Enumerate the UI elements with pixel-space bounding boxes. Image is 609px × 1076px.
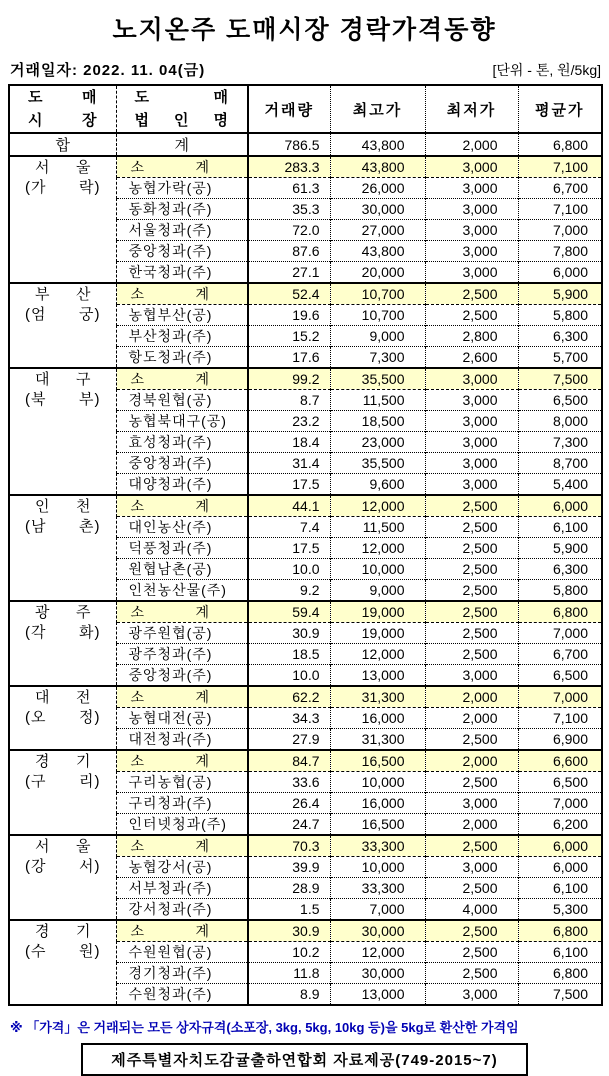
- cell-low: 3,000: [425, 262, 518, 284]
- cell-avg: 6,100: [518, 942, 602, 963]
- subtotal-char: 계: [195, 498, 209, 514]
- market-cell: [9, 750, 116, 835]
- cell-volume: 26.4: [248, 793, 330, 814]
- cell-volume: 17.5: [248, 538, 330, 559]
- cell-avg: 7,000: [518, 623, 602, 644]
- cell-corp: [116, 283, 248, 305]
- cell-low: 3,000: [425, 411, 518, 432]
- cell-volume: 283.3: [248, 156, 330, 178]
- cell-low: 3,000: [425, 793, 518, 814]
- cell-high: 7,000: [330, 899, 425, 921]
- cell-avg: 7,500: [518, 984, 602, 1006]
- cell-volume: 786.5: [248, 133, 330, 156]
- cell-low: 3,000: [425, 390, 518, 411]
- cell-corp: 중앙청과(주): [116, 453, 248, 474]
- market-name-line1: 광 주: [35, 604, 91, 621]
- cell-low: 3,000: [425, 453, 518, 474]
- header-volume: 거래량: [248, 85, 330, 133]
- market-cell: [9, 601, 116, 686]
- cell-corp: 농협대전(공): [116, 708, 248, 729]
- cell-low: 2,500: [425, 538, 518, 559]
- cell-avg: 6,000: [518, 857, 602, 878]
- market-name-line2: (각 화): [25, 624, 101, 641]
- cell-high: 33,300: [330, 835, 425, 857]
- cell-volume: 31.4: [248, 453, 330, 474]
- cell-volume: 11.8: [248, 963, 330, 984]
- cell-volume: 18.5: [248, 644, 330, 665]
- cell-volume: 44.1: [248, 495, 330, 517]
- header-market-line2: 시 장: [28, 112, 98, 129]
- market-name-line1: 경 기: [35, 923, 91, 940]
- cell-corp: 부산청과(주): [116, 326, 248, 347]
- cell-corp: 구리청과(주): [116, 793, 248, 814]
- cell-high: 19,000: [330, 623, 425, 644]
- cell-volume: 34.3: [248, 708, 330, 729]
- subtotal-char: 계: [195, 159, 209, 175]
- total-row: [9, 133, 602, 156]
- cell-avg: 7,300: [518, 432, 602, 453]
- cell-high: 16,500: [330, 814, 425, 836]
- cell-avg: 8,700: [518, 453, 602, 474]
- market-name-line2: (북 부): [25, 391, 101, 408]
- cell-low: 3,000: [425, 665, 518, 687]
- market-cell: [9, 283, 116, 368]
- cell-avg: 7,100: [518, 708, 602, 729]
- cell-corp: 효성청과(주): [116, 432, 248, 453]
- cell-avg: 5,800: [518, 580, 602, 602]
- cell-high: 12,000: [330, 644, 425, 665]
- cell-volume: 17.6: [248, 347, 330, 369]
- subtotal-char: 소: [130, 159, 145, 175]
- cell-volume: 1.5: [248, 899, 330, 921]
- cell-high: 23,000: [330, 432, 425, 453]
- market-name-line1: 부 산: [35, 286, 91, 303]
- cell-volume: 28.9: [248, 878, 330, 899]
- cell-low: 3,000: [425, 220, 518, 241]
- cell-high: 30,000: [330, 963, 425, 984]
- cell-volume: 9.2: [248, 580, 330, 602]
- cell-corp: 농협강서(공): [116, 857, 248, 878]
- cell-high: 11,500: [330, 517, 425, 538]
- cell-high: 12,000: [330, 538, 425, 559]
- market-name-line1: 서 울: [35, 159, 91, 176]
- cell-avg: 6,600: [518, 750, 602, 772]
- cell-high: 9,600: [330, 474, 425, 496]
- cell-volume: 70.3: [248, 835, 330, 857]
- cell-low: 2,500: [425, 920, 518, 942]
- cell-avg: 6,900: [518, 729, 602, 751]
- header-avg: 평균가: [518, 85, 602, 133]
- cell-corp: 덕풍청과(주): [116, 538, 248, 559]
- cell-low: 2,500: [425, 559, 518, 580]
- cell-corp: [116, 601, 248, 623]
- header-row: [9, 85, 602, 133]
- subtotal-row: [9, 835, 602, 857]
- cell-corp: 구리농협(공): [116, 772, 248, 793]
- cell-corp: 원협남촌(공): [116, 559, 248, 580]
- cell-avg: 6,500: [518, 772, 602, 793]
- cell-volume: 19.6: [248, 305, 330, 326]
- cell-low: 2,800: [425, 326, 518, 347]
- cell-avg: 7,000: [518, 793, 602, 814]
- cell-low: 2,500: [425, 623, 518, 644]
- cell-volume: 10.2: [248, 942, 330, 963]
- subtotal-row: [9, 601, 602, 623]
- cell-high: 43,800: [330, 133, 425, 156]
- cell-corp: [116, 156, 248, 178]
- subtotal-row: [9, 686, 602, 708]
- cell-low: 3,000: [425, 984, 518, 1006]
- cell-low: 3,000: [425, 368, 518, 390]
- cell-low: 2,000: [425, 133, 518, 156]
- cell-avg: 6,800: [518, 601, 602, 623]
- footnote: ※ 「가격」은 거래되는 모든 상자규격(소포장, 3kg, 5kg, 10kg 등)을 5kg로 환산한 가격임: [10, 1020, 519, 1035]
- cell-high: 33,300: [330, 878, 425, 899]
- cell-volume: 39.9: [248, 857, 330, 878]
- trade-date-label: 거래일자: 2022. 11. 04(금): [10, 62, 206, 79]
- cell-low: 3,000: [425, 857, 518, 878]
- cell-low: 3,000: [425, 474, 518, 496]
- cell-avg: 7,000: [518, 220, 602, 241]
- cell-low: 2,500: [425, 517, 518, 538]
- market-name-line2: (가 락): [25, 179, 101, 196]
- cell-avg: 5,400: [518, 474, 602, 496]
- cell-high: 18,500: [330, 411, 425, 432]
- cell-volume: 15.2: [248, 326, 330, 347]
- cell-corp: 계: [116, 133, 248, 156]
- market-name-line2: (구 리): [25, 773, 101, 790]
- cell-high: 9,000: [330, 326, 425, 347]
- meta-row: [10, 59, 601, 80]
- cell-volume: 87.6: [248, 241, 330, 262]
- market-name-line2: (남 촌): [25, 518, 101, 535]
- cell-high: 10,000: [330, 559, 425, 580]
- cell-corp: 농협부산(공): [116, 305, 248, 326]
- cell-volume: 84.7: [248, 750, 330, 772]
- cell-volume: 8.7: [248, 390, 330, 411]
- cell-volume: 52.4: [248, 283, 330, 305]
- subtotal-row: [9, 283, 602, 305]
- cell-low: 2,500: [425, 601, 518, 623]
- cell-corp: 수원청과(주): [116, 984, 248, 1006]
- cell-volume: 27.9: [248, 729, 330, 751]
- market-name-line1: 서 울: [35, 838, 91, 855]
- market-cell: [9, 495, 116, 601]
- cell-corp: [116, 750, 248, 772]
- cell-low: 3,000: [425, 156, 518, 178]
- cell-low: 2,500: [425, 283, 518, 305]
- cell-avg: 6,700: [518, 644, 602, 665]
- market-name-line1: 경 기: [35, 753, 91, 770]
- cell-volume: 7.4: [248, 517, 330, 538]
- cell-corp: [116, 368, 248, 390]
- cell-low: 2,000: [425, 814, 518, 836]
- cell-high: 16,000: [330, 708, 425, 729]
- cell-volume: 30.9: [248, 920, 330, 942]
- subtotal-char: 계: [195, 838, 209, 854]
- price-table: [8, 84, 603, 1006]
- cell-corp: 강서청과(주): [116, 899, 248, 921]
- cell-volume: 24.7: [248, 814, 330, 836]
- cell-high: 43,800: [330, 241, 425, 262]
- cell-high: 10,700: [330, 283, 425, 305]
- subtotal-char: 소: [130, 923, 145, 939]
- subtotal-char: 계: [195, 753, 209, 769]
- cell-corp: 중앙청과(주): [116, 241, 248, 262]
- subtotal-char: 계: [195, 923, 209, 939]
- cell-volume: 23.2: [248, 411, 330, 432]
- cell-high: 16,000: [330, 793, 425, 814]
- cell-avg: 6,000: [518, 495, 602, 517]
- cell-high: 12,000: [330, 495, 425, 517]
- cell-volume: 99.2: [248, 368, 330, 390]
- cell-corp: 농협가락(공): [116, 178, 248, 199]
- cell-avg: 5,800: [518, 305, 602, 326]
- cell-corp: 서부청과(주): [116, 878, 248, 899]
- cell-volume: 35.3: [248, 199, 330, 220]
- cell-low: 2,500: [425, 772, 518, 793]
- cell-high: 35,500: [330, 453, 425, 474]
- cell-high: 31,300: [330, 729, 425, 751]
- cell-corp: 동화청과(주): [116, 199, 248, 220]
- cell-low: 2,500: [425, 580, 518, 602]
- cell-volume: 72.0: [248, 220, 330, 241]
- cell-avg: 6,000: [518, 835, 602, 857]
- cell-low: 4,000: [425, 899, 518, 921]
- subtotal-char: 소: [130, 286, 145, 302]
- cell-high: 13,000: [330, 665, 425, 687]
- market-cell: [9, 920, 116, 1005]
- header-corp: [116, 85, 248, 133]
- cell-volume: 10.0: [248, 559, 330, 580]
- cell-avg: 6,200: [518, 814, 602, 836]
- cell-corp: 광주청과(주): [116, 644, 248, 665]
- cell-high: 26,000: [330, 178, 425, 199]
- cell-avg: 6,100: [518, 517, 602, 538]
- cell-volume: 30.9: [248, 623, 330, 644]
- cell-corp: 인터넷청과(주): [116, 814, 248, 836]
- header-high: 최고가: [330, 85, 425, 133]
- subtotal-row: [9, 156, 602, 178]
- cell-high: 30,000: [330, 920, 425, 942]
- cell-low: 2,600: [425, 347, 518, 369]
- cell-corp: [116, 835, 248, 857]
- cell-high: 11,500: [330, 390, 425, 411]
- cell-low: 2,000: [425, 686, 518, 708]
- page-title: 노지온주 도매시장 경락가격동향: [112, 16, 497, 44]
- source-wrap: [8, 1043, 601, 1076]
- cell-corp: 수원원협(공): [116, 942, 248, 963]
- cell-volume: 8.9: [248, 984, 330, 1006]
- cell-corp: 한국청과(주): [116, 262, 248, 284]
- cell-volume: 59.4: [248, 601, 330, 623]
- price-table-body: [9, 133, 602, 1005]
- market-name-line2: (수 원): [25, 943, 101, 960]
- cell-low: 2,500: [425, 495, 518, 517]
- cell-avg: 5,900: [518, 283, 602, 305]
- market-cell: [9, 156, 116, 283]
- cell-high: 30,000: [330, 199, 425, 220]
- cell-avg: 6,500: [518, 665, 602, 687]
- header-low: 최저가: [425, 85, 518, 133]
- cell-volume: 33.6: [248, 772, 330, 793]
- cell-high: 19,000: [330, 601, 425, 623]
- market-name-line1: 대 전: [35, 689, 91, 706]
- cell-low: 2,500: [425, 963, 518, 984]
- subtotal-char: 계: [195, 604, 209, 620]
- cell-volume: 61.3: [248, 178, 330, 199]
- cell-low: 3,000: [425, 432, 518, 453]
- cell-low: 2,500: [425, 644, 518, 665]
- cell-avg: 7,100: [518, 156, 602, 178]
- cell-volume: 27.1: [248, 262, 330, 284]
- cell-high: 35,500: [330, 368, 425, 390]
- subtotal-row: [9, 920, 602, 942]
- cell-avg: 6,700: [518, 178, 602, 199]
- cell-avg: 6,300: [518, 326, 602, 347]
- cell-low: 2,500: [425, 729, 518, 751]
- cell-corp: 경북원협(공): [116, 390, 248, 411]
- cell-high: 9,000: [330, 580, 425, 602]
- subtotal-row: [9, 750, 602, 772]
- cell-avg: 6,800: [518, 963, 602, 984]
- cell-low: 2,500: [425, 305, 518, 326]
- cell-avg: 6,500: [518, 390, 602, 411]
- subtotal-char: 계: [195, 286, 209, 302]
- subtotal-char: 소: [130, 371, 145, 387]
- subtotal-char: 계: [195, 371, 209, 387]
- cell-avg: 7,100: [518, 199, 602, 220]
- cell-avg: 6,000: [518, 262, 602, 284]
- cell-high: 13,000: [330, 984, 425, 1006]
- cell-avg: 5,300: [518, 899, 602, 921]
- cell-avg: 6,300: [518, 559, 602, 580]
- cell-corp: 대전청과(주): [116, 729, 248, 751]
- cell-low: 2,000: [425, 708, 518, 729]
- header-corp-line1: 도 매: [134, 89, 229, 106]
- cell-avg: 5,900: [518, 538, 602, 559]
- subtotal-char: 계: [195, 689, 209, 705]
- cell-high: 7,300: [330, 347, 425, 369]
- cell-low: 3,000: [425, 241, 518, 262]
- cell-corp: 농협북대구(공): [116, 411, 248, 432]
- subtotal-char: 소: [130, 604, 145, 620]
- cell-low: 2,000: [425, 750, 518, 772]
- cell-volume: 17.5: [248, 474, 330, 496]
- market-name-line2: (강 서): [25, 858, 101, 875]
- cell-high: 31,300: [330, 686, 425, 708]
- cell-corp: 대인농산(주): [116, 517, 248, 538]
- market-name-line2: (엄 궁): [25, 306, 101, 323]
- cell-high: 12,000: [330, 942, 425, 963]
- cell-volume: 62.2: [248, 686, 330, 708]
- cell-corp: [116, 920, 248, 942]
- cell-volume: 10.0: [248, 665, 330, 687]
- cell-high: 16,500: [330, 750, 425, 772]
- unit-label: [단위 - 톤, 원/5kg]: [492, 62, 601, 78]
- header-market: [9, 85, 116, 133]
- cell-corp: [116, 686, 248, 708]
- cell-corp: 인천농산물(주): [116, 580, 248, 602]
- cell-low: 2,500: [425, 878, 518, 899]
- cell-low: 3,000: [425, 178, 518, 199]
- cell-high: 43,800: [330, 156, 425, 178]
- cell-avg: 6,800: [518, 920, 602, 942]
- header-market-line1: 도 매: [28, 89, 98, 106]
- subtotal-char: 소: [130, 498, 145, 514]
- subtotal-row: [9, 368, 602, 390]
- market-cell: [9, 368, 116, 495]
- subtotal-char: 소: [130, 753, 145, 769]
- cell-avg: 8,000: [518, 411, 602, 432]
- cell-market: 합: [9, 133, 116, 156]
- cell-high: 10,700: [330, 305, 425, 326]
- market-name-line1: 대 구: [35, 371, 91, 388]
- cell-corp: 광주원협(공): [116, 623, 248, 644]
- cell-volume: 18.4: [248, 432, 330, 453]
- cell-avg: 5,700: [518, 347, 602, 369]
- cell-corp: 중앙청과(주): [116, 665, 248, 687]
- market-name-line2: (오 정): [25, 709, 101, 726]
- cell-low: 2,500: [425, 942, 518, 963]
- cell-low: 2,500: [425, 835, 518, 857]
- cell-avg: 7,800: [518, 241, 602, 262]
- cell-high: 27,000: [330, 220, 425, 241]
- source-box: 제주특별자치도감귤출하연합회 자료제공(749-2015~7): [81, 1043, 527, 1076]
- cell-corp: 서울청과(주): [116, 220, 248, 241]
- cell-corp: 경기청과(주): [116, 963, 248, 984]
- header-corp-line2: 법 인 명: [134, 112, 229, 129]
- market-cell: [9, 686, 116, 750]
- subtotal-char: 소: [130, 838, 145, 854]
- cell-high: 10,000: [330, 857, 425, 878]
- market-cell: [9, 835, 116, 920]
- subtotal-row: [9, 495, 602, 517]
- cell-avg: 7,500: [518, 368, 602, 390]
- cell-corp: [116, 495, 248, 517]
- cell-high: 20,000: [330, 262, 425, 284]
- cell-corp: 대양청과(주): [116, 474, 248, 496]
- market-name-line1: 인 천: [35, 498, 91, 515]
- cell-low: 3,000: [425, 199, 518, 220]
- cell-high: 10,000: [330, 772, 425, 793]
- cell-corp: 항도청과(주): [116, 347, 248, 369]
- subtotal-char: 소: [130, 689, 145, 705]
- cell-avg: 7,000: [518, 686, 602, 708]
- cell-avg: 6,800: [518, 133, 602, 156]
- cell-avg: 6,100: [518, 878, 602, 899]
